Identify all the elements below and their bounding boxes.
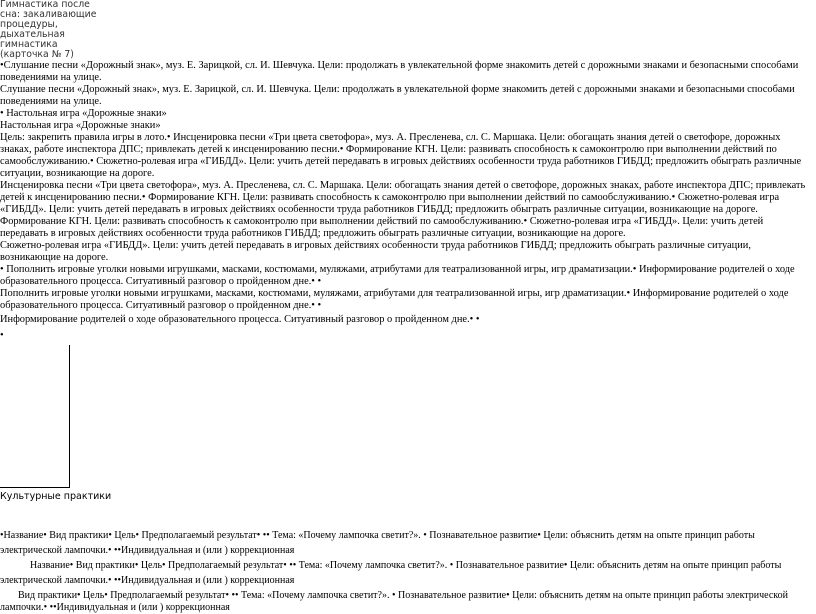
cultural-practices-heading: Культурные практики	[0, 491, 112, 502]
title-line: дыхательная	[0, 28, 65, 40]
practice-row-line: электрической лампочки.• ••Индивидуальная и (или ) коррекционная	[0, 545, 295, 556]
practice-row-line: Вид практики• Цель• Предполагаемый результат• •• Тема: «Почему лампочка светит?». • Познавательное развитие• Цели: объяснить детям на опыте принцип работы электрической	[18, 590, 788, 601]
song-listening-bullet: •Слушание песни «Дорожный знак», муз. Е. Зарицкой, сл. И. Шевчука. Цели: продолжать в увлекательной форме знакомить детей с дорожными знаками и безопасными способами поведениями на улице.	[0, 60, 799, 83]
title-line: процедуры,	[0, 18, 58, 30]
board-game-bullet: • Настольная игра «Дорожные знаки»	[0, 108, 167, 119]
practice-row-line: •Название• Вид практики• Цель• Предполагаемый результат• •• Тема: «Почему лампочка светит?». • Познавательное развитие• Цели: объяснить детям на опыте принцип работы	[0, 530, 755, 541]
board-game-text: Настольная игра «Дорожные знаки»	[0, 120, 161, 131]
table-cell-border-vertical	[69, 345, 70, 487]
practice-row-line: электрической лампочки.• ••Индивидуальная и (или ) коррекционная	[0, 575, 295, 586]
parents-info-text: Информирование родителей о ходе образовательного процесса. Ситуативный разговор о пройденном дне.• •	[0, 314, 480, 325]
title-line: Гимнастика после	[0, 0, 90, 10]
song-staging-text: Инсценировка песни «Три цвета светофора», муз. А. Пресленева, сл. С. Маршака. Цели: обогащать знания детей о светофоре, дорожных знаках, работе инспектора ДПС; привлекать детей к инсценированию песни.• Формирование КГН. Цели: развивать способность к самоконтролю при выполнении действий по самообслуживанию.• Сюжетно-ролевая игра «ГИБДД». Цели: учить детей передавать в игровых действиях особенности труда работников ГИБДД; предложить обыграть различные ситуации, возникающие на дороге.	[0, 180, 806, 215]
role-play-text: Сюжетно-ролевая игра «ГИБДД». Цели: учить детей передавать в игровых действиях особенности труда работников ГИБДД; предложить обыграть различные ситуации, возникающие на дороге.	[0, 240, 751, 263]
table-cell-border-horizontal	[0, 487, 70, 488]
song-listening-text: Слушание песни «Дорожный знак», муз. Е. Зарицкой, сл. И. Шевчука. Цели: продолжать в увлекательной форме знакомить детей с дорожными знаками и безопасными способами поведениями на улице.	[0, 84, 795, 107]
kgn-forming-text: Формирование КГН. Цели: развивать способность к самоконтролю при выполнении действий по самообслуживанию.• Сюжетно-ролевая игра «ГИБДД». Цели: учить детей передавать в игровых действиях особенности труда работников ГИБДД; предложить обыграть различные ситуации, возникающие на дороге.	[0, 216, 764, 239]
play-corners-text: Пополнить игровые уголки новыми игрушками, масками, костюмами, муляжами, атрибутами для театрализованной игры, игр драматизации.• Информирование родителей о ходе образовательного процесса. Ситуативный разговор о пройденном дне.• •	[0, 288, 789, 311]
practice-row-line: Название• Вид практики• Цель• Предполагаемый результат• •• Тема: «Почему лампочка светит?». • Познавательное развитие• Цели: объяснить детям на опыте принцип работы	[30, 560, 782, 571]
lotto-goal-text: Цель: закрепить правила игры в лото.• Инсценировка песни «Три цвета светофора», муз. А. Пресленева, сл. С. Маршака. Цели: обогащать знания детей о светофоре, дорожных знаках, работе инспектора ДПС; привлекать детей к инсценированию песни.• Формирование КГН. Цели: развивать способность к самоконтролю при выполнении действий по самообслуживанию.• Сюжетно-ролевая игра «ГИБДД». Цели: учить детей передавать в игровых действиях особенности труда работников ГИБДД; предложить обыграть различные ситуации, возникающие на дороге.	[0, 132, 802, 179]
practice-row-line: лампочки.• ••Индивидуальная и (или ) коррекционная	[0, 602, 230, 613]
gymnastics-title	[0, 0, 96, 59]
title-line: гимнастика	[0, 38, 58, 50]
play-corners-bullet: • Пополнить игровые уголки новыми игрушками, масками, костюмами, муляжами, атрибутами для театрализованной игры, игр драматизации.• Информирование родителей о ходе образовательного процесса. Ситуативный разговор о пройденном дне.• •	[0, 264, 795, 287]
lone-bullet: •	[0, 330, 4, 341]
title-line: сна: закаливающие	[0, 8, 97, 20]
title-line: (карточка № 7)	[0, 48, 74, 60]
